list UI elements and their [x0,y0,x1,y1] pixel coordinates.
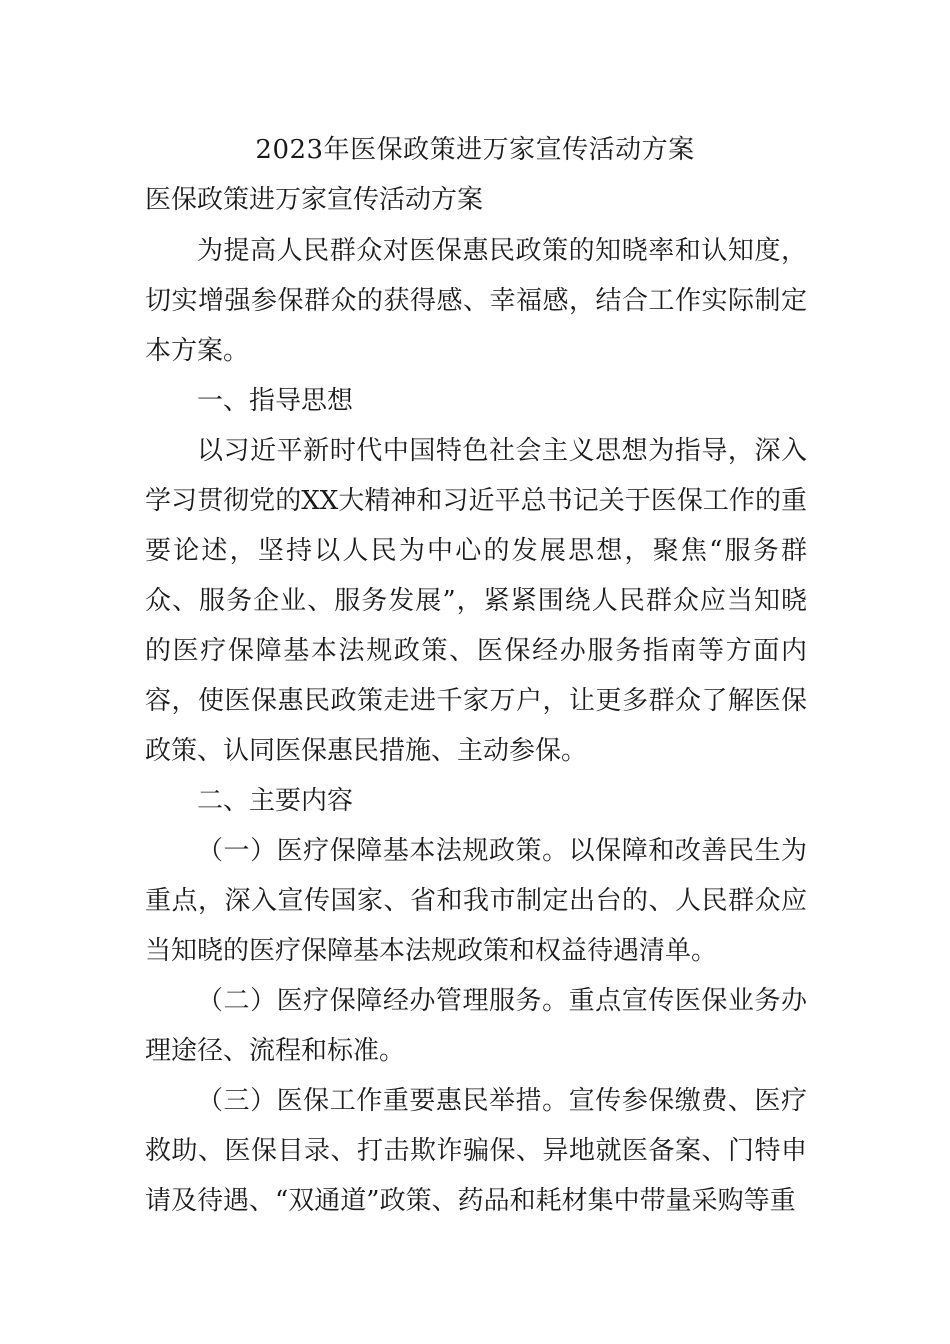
document-title: 2023年医保政策进万家宣传活动方案 [255,135,695,165]
content-item-1: （一）医疗保障基本法规政策。以保障和改善民生为重点，深入宣传国家、省和我市制定出台的、人民群众应当知晓的医疗保障基本法规政策和权益待遇清单。 [145,836,807,966]
guiding-thought-paragraph: 以习近平新时代中国特色社会主义思想为指导，深入学习贯彻党的XX大精神和习近平总书记关于医保工作的重要论述，坚持以人民为中心的发展思想，聚焦“服务群众、服务企业、服务发展”，紧紧围绕人民群众应当知晓的医疗保障基本法规政策、医保经办服务指南等方面内容，使医保惠民政策走进千家万户，让更多群众了解医保政策、认同医保惠民措施、主动参保。 [145,436,807,766]
section-heading-guiding-thought: 一、指导思想 [197,386,354,416]
intro-paragraph: 为提高人民群众对医保惠民政策的知晓率和认知度，切实增强参保群众的获得感、幸福感，结合工作实际制定本方案。 [145,236,807,366]
content-item-2: （二）医疗保障经办管理服务。重点宣传医保业务办理途径、流程和标准。 [145,986,807,1066]
document-body [145,226,807,1226]
content-item-3: （三）医保工作重要惠民举措。宣传参保缴费、医疗救助、医保目录、打击欺诈骗保、异地就医备案、门特申请及待遇、“双通道”政策、药品和耗材集中带量采购等重 [145,1086,807,1216]
document-subtitle: 医保政策进万家宣传活动方案 [145,185,484,215]
section-heading-main-content: 二、主要内容 [197,786,354,816]
